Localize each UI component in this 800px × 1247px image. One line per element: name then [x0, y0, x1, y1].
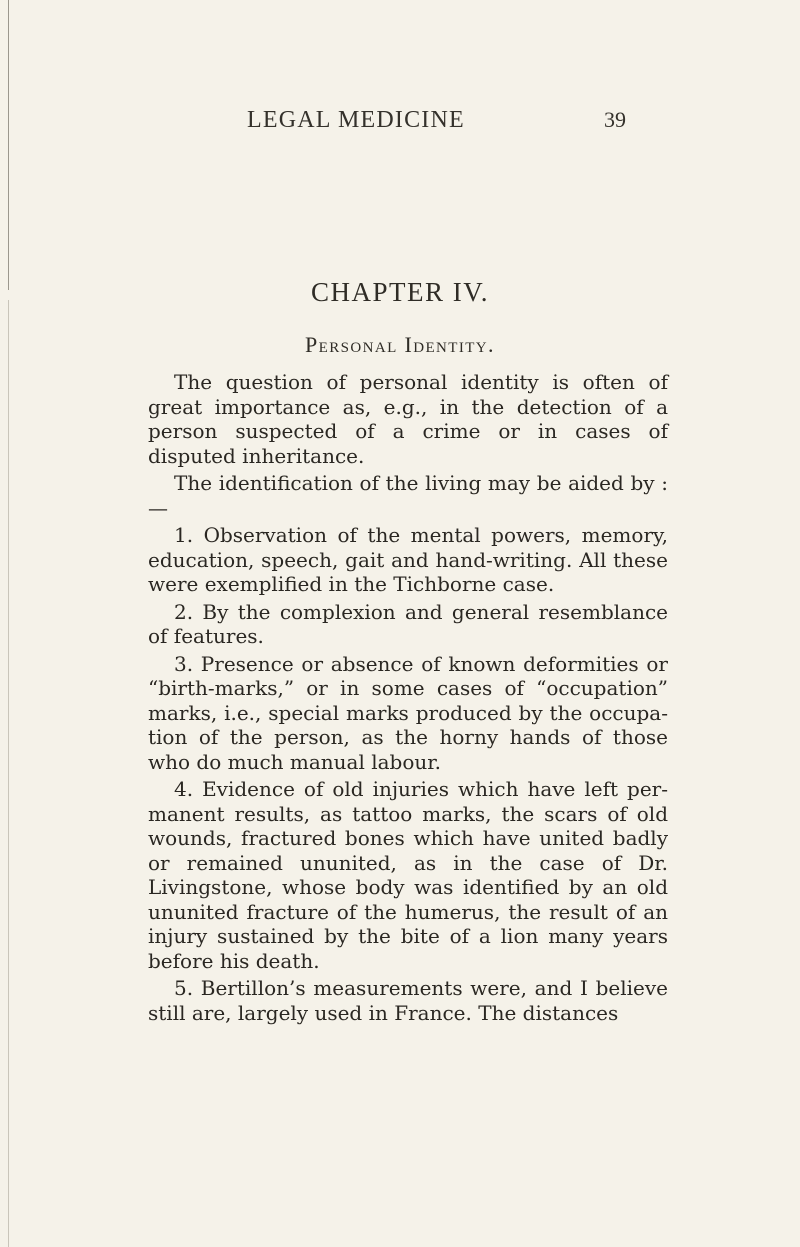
page-number: 39: [604, 107, 626, 132]
paragraph-item-3: 3. Presence or absence of known deformities or “birth-marks,” or in some cases of “occupation” marks, i.e., special marks produced by the occupa- tion of the person, as the horny hands of those who do much manual labour.: [148, 651, 668, 774]
body-text: [148, 370, 668, 1025]
page-edge-line-lower: [8, 300, 9, 1247]
paragraph-item-1: 1. Observation of the mental powers, memory, education, speech, gait and hand-writing. All these were exemplified in the Tichborne case.: [148, 523, 668, 596]
section-heading: Personal Identity.: [305, 332, 495, 357]
chapter-heading: CHAPTER IV.: [310, 277, 490, 307]
paragraph-item-2: 2. By the complexion and general resemblance of features.: [148, 599, 668, 648]
running-header: [0, 107, 800, 137]
paragraph-item-4: 4. Evidence of old injuries which have left per- manent results, as tattoo marks, the scars of old wounds, fractured bones which have united badly or remained ununited, as in the case of Dr. Livingstone, whose body was identified by an old ununited fracture of the humerus, the result of an injury sustained by the bite of a lion many years before his death.: [148, 777, 668, 973]
page-edge-line: [8, 0, 9, 290]
paragraph-intro: The question of personal identity is often of great importance as, e.g., in the detection of a person suspected of a crime or in cases of disputed inheritance.: [148, 370, 668, 468]
running-title: LEGAL MEDICINE: [247, 107, 465, 133]
paragraph-identification: The identification of the living may be aided by : —: [148, 471, 668, 520]
paragraph-item-5: 5. Bertillon’s measurements were, and I believe still are, largely used in France. The distances: [148, 976, 668, 1025]
